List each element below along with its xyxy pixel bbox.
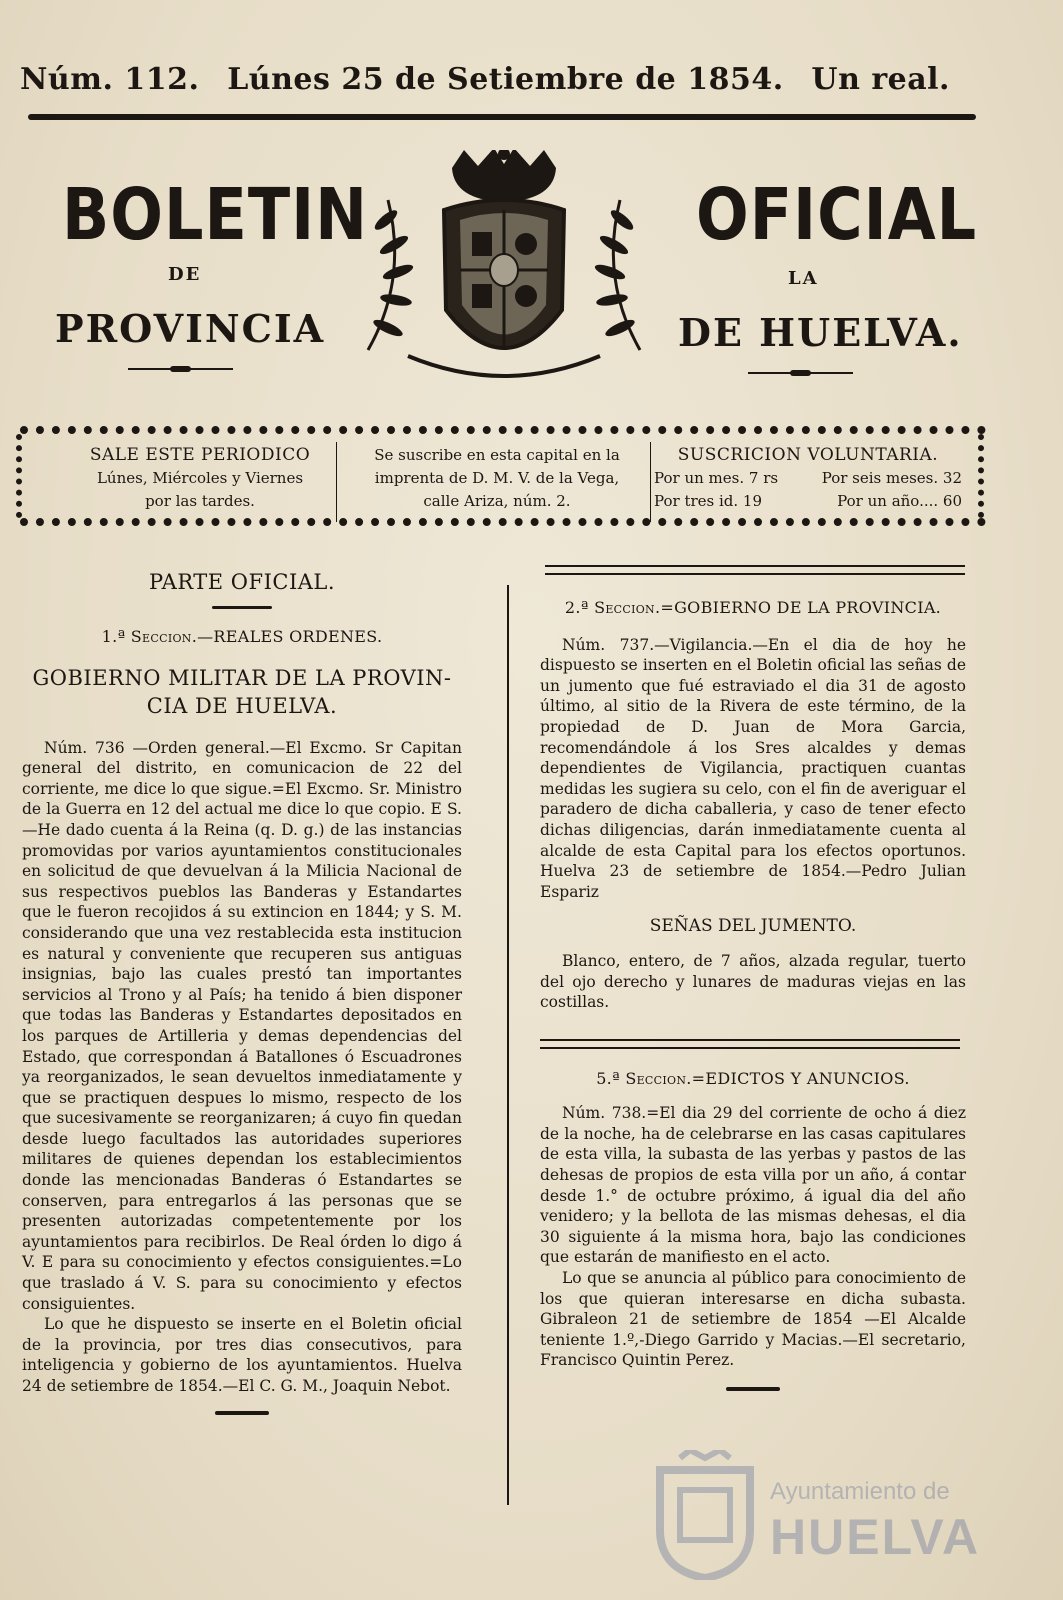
edicto-closing: Lo que se anuncia al público para conocimiento de los que quieran interesarse en dicha subasta. Gibraleon 21 de setiembre de 1854 —El Alcalde teniente 1.º,-Diego Garrido y Macias.—El secretario, Francisco Quintin Perez. [540, 1269, 966, 1370]
box-divider [336, 442, 337, 522]
box-border-left [16, 434, 30, 518]
right-column [540, 598, 966, 1391]
city-shield-icon [650, 1450, 760, 1580]
title-la: LA [788, 268, 819, 289]
edicto-738: Núm. 738.=El dia 29 del corriente de ocho á diez de la noche, ha de celebrarse en las casas capitulares de esta villa, la subasta de las yerbas y pastos de las dehesas de propios de esta villa por un año, á contar desde 1.° de octubre próximo, á igual dia del año venidero; y la bellota de las mismas dehesas, el dia 30 siguiente á la misma hora, bajo las condiciones que estarán de manifiesto en el acto. [540, 1104, 966, 1267]
issue-date: Lúnes 25 de Setiembre de 1854. [227, 62, 784, 97]
box-border-right [978, 434, 992, 518]
left-column [22, 568, 462, 1415]
subscription-prices: SUSCRICION VOLUNTARIA. Por un mes. 7 rs Por seis meses. 32 Por tres id. 19 Por un año.... 60 [654, 445, 962, 510]
section-5-heading: 5.ª Seccion.=EDICTOS Y ANUNCIOS. [596, 1068, 910, 1088]
publication-schedule: SALE ESTE PERIODICO Lúnes, Miércoles y Viernes por las tardes. [89, 445, 311, 510]
section-rule [545, 565, 965, 575]
title-ornament-right [748, 372, 853, 374]
royal-crest-emblem [348, 150, 660, 390]
senas-heading: SEÑAS DEL JUMENTO. [649, 916, 857, 937]
watermark-line2: HUELVA [770, 1509, 981, 1565]
end-rule [726, 1387, 780, 1391]
section-rule [540, 1039, 960, 1049]
masthead-rule [28, 114, 976, 120]
ornament-rule [212, 606, 272, 609]
orden-general-736: Núm. 736 —Orden general.—El Excmo. Sr Capitan general del distrito, en comunicacion de 22 del corriente, me dice lo que sigue.=El Excmo. Sr. Ministro de la Guerra en 12 del actual me dice lo que copio. E S.—He dado cuenta á la Reina (q. D. g.) de las instancias promovidas por varios ayuntamientos constitucionales en solicitud de que devuelvan á la Milicia Nacional de sus respectivos pueblos las Banderas y Estandartes que le fueron recojidos á su extincion en 1844; y S. M. considerando que una vez restablecida esta institucion es natural y conveniente que recuperen sus antiguas insignias, bajo las cuales prestó tan importantes servicios al Trono y al País; ha tenido á bien disponer que todas las Banderas y Estandartes depositados en los parques de Artilleria y demas dependencias del Estado, que correspondan á Batallones ó Escuadrones ya reorganizados, le sean devueltos inmediatamente y que se practiquen despues lo mismo, respecto de los que sucesivamente se reorganizaren; á cuyo fin quedan desde luego facultados las autoridades superiores militares de quienes dependan los establecimientos donde las mencionadas Banderas ó Estandartes se conserven, para entregarlos á las personas que se presenten autorizadas competentemente por los ayuntamientos para recibirlos. De Real órden lo digo á V. E para su conocimiento y efectos consiguientes.=Lo que traslado á V. S. para su conocimiento y efectos consiguientes. [22, 738, 462, 1313]
issue-number: Núm. 112. [20, 62, 200, 97]
parte-oficial-heading: PARTE OFICIAL. [148, 570, 336, 594]
section-1-heading: 1.ª Seccion.—REALES ORDENES. [101, 627, 383, 646]
title-oficial: OFICIAL [696, 172, 978, 257]
title-de: DE [168, 264, 202, 285]
end-rule [215, 1411, 269, 1415]
gobierno-militar-title: GOBIERNO MILITAR DE LA PROVIN- [32, 665, 452, 690]
title-ornament-left [128, 368, 233, 370]
title-provincia: PROVINCIA [55, 306, 326, 351]
column-divider [507, 585, 509, 1505]
section-2-heading: 2.ª Seccion.=GOBIERNO DE LA PROVINCIA. [564, 598, 942, 617]
subscription-box [20, 426, 986, 526]
senas-description: Blanco, entero, de 7 años, alzada regular, tuerto del ojo derecho y lunares de maduras viejas en las costillas. [540, 951, 966, 1012]
issue-price: Un real. [811, 62, 950, 97]
ayuntamiento-watermark [650, 1450, 1010, 1580]
subscription-location: Se suscribe en esta capital en la imprenta de D. M. V. de la Vega, calle Ariza, núm. 2. [374, 446, 620, 510]
masthead [20, 62, 950, 97]
title-de-huelva: DE HUELVA. [678, 310, 963, 355]
watermark-line1: Ayuntamiento de [770, 1478, 950, 1505]
title-boletin: BOLETIN [62, 172, 369, 257]
vigilancia-737: Núm. 737.—Vigilancia.—En el dia de hoy he dispuesto se inserten en el Boletin oficial las señas de un jumento que fué estraviado el dia 31 de agosto último, al sitio de la Rivera de este término, de la propiedad de D. Juan de Mora Garcia, recomendándole á los Sres alcaldes y demas dependientes de Vigilancia, practiquen cuantas medidas les sugiera su celo, con el fin de averiguar el paradero de dicha caballeria, y caso de tener efecto dichas diligencias, darán inmediatamente cuenta al alcalde de esta Capital para los efectos oportunos. Huelva 23 de setiembre de 1854.—Pedro Julian Espariz [540, 635, 966, 901]
gobierno-militar-title-2: CIA DE HUELVA. [146, 693, 338, 718]
orden-general-closing: Lo que he dispuesto se inserte en el Boletin oficial de la provincia, por tres dias consecutivos, para inteligencia y gobierno de los ayuntamientos. Huelva 24 de setiembre de 1854.—El C. G. M., Joaquin Nebot. [22, 1315, 462, 1395]
